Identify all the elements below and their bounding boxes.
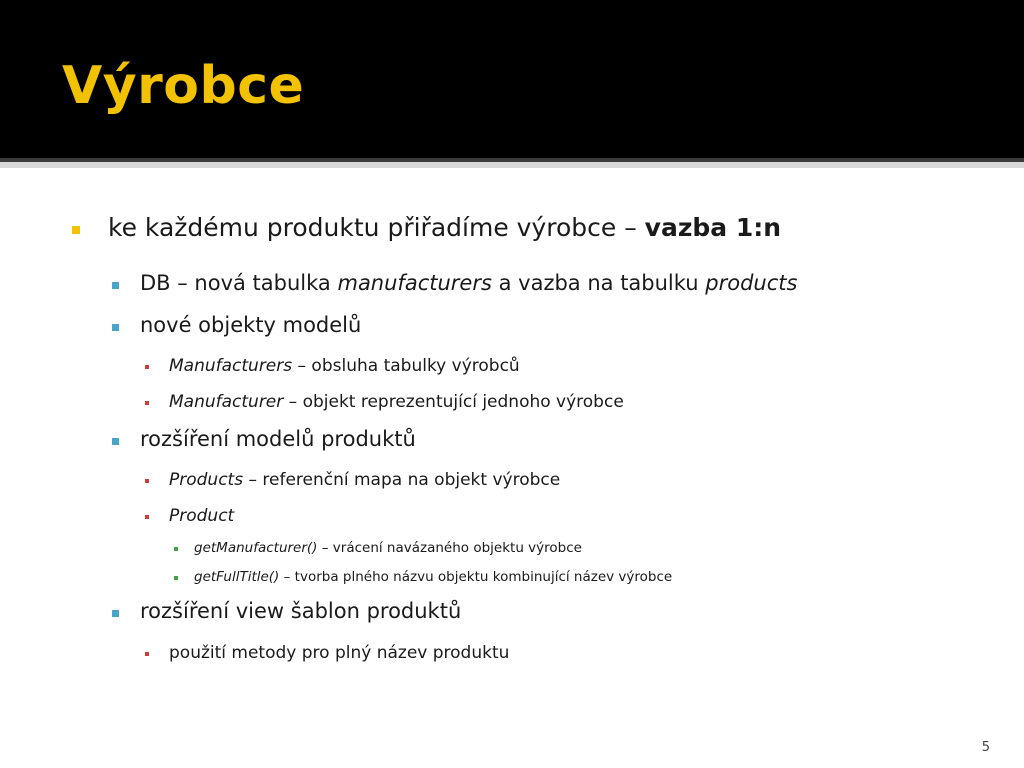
bullet-level3-manufacturer [169, 392, 624, 412]
bullet-level1-relation [108, 213, 781, 242]
bullet-marker-square-icon [112, 324, 119, 331]
bullet-text: nové objekty modelů [140, 313, 362, 337]
bullet-text: DB – nová tabulka [140, 271, 338, 295]
bullet-italic-text: Manufacturers [169, 356, 293, 376]
bullet-marker-square-icon [145, 401, 149, 405]
bullet-marker-square-icon [145, 479, 149, 483]
bullet-level2-extend-views [140, 599, 461, 623]
bullet-text: – obsluha tabulky výrobců [292, 356, 520, 376]
bullet-italic-text: products [705, 271, 798, 295]
bullet-marker-square-icon [145, 365, 149, 369]
bullet-marker-square-icon [112, 282, 119, 289]
bullet-marker-square-icon [145, 515, 149, 519]
bullet-level3-product [169, 506, 234, 526]
bullet-marker-square-icon [174, 547, 178, 551]
bullet-level3-products [169, 470, 560, 490]
bullet-level2-new-models [140, 313, 361, 337]
bullet-italic-text: getFullTitle() [194, 569, 280, 585]
title-bar [0, 0, 1024, 158]
bullet-level2-extend-models [140, 427, 416, 451]
bullet-marker-square-icon [112, 610, 119, 617]
bullet-level2-db [140, 271, 797, 295]
bullet-text: – objekt reprezentující jednoho výrobce [283, 392, 624, 412]
bullet-level3-manufacturers [169, 356, 520, 376]
bullet-italic-text: Manufacturer [169, 392, 284, 412]
bullet-italic-text: manufacturers [337, 271, 492, 295]
bullet-text: a vazba na tabulku [491, 271, 706, 295]
bullet-italic-text: Product [169, 506, 235, 526]
bullet-italic-text: Products [169, 470, 244, 490]
slide-title: Výrobce [62, 56, 305, 116]
bullet-text: rozšíření view šablon produktů [140, 599, 462, 623]
bullet-marker-square-icon [72, 226, 80, 234]
page-number: 5 [981, 740, 990, 755]
bullet-text: rozšíření modelů produktů [140, 427, 416, 451]
bullet-marker-square-icon [112, 438, 119, 445]
bullet-level3-use-method [169, 643, 509, 663]
bullet-marker-square-icon [174, 576, 178, 580]
bullet-level4-get-full-title [194, 569, 672, 585]
bullet-text: – vrácení navázaného objektu výrobce [317, 540, 582, 556]
bullet-text: – tvorba plného názvu objektu kombinující název výrobce [279, 569, 673, 585]
bullet-text: použití metody pro plný název produktu [169, 643, 510, 663]
bullet-text: ke každému produktu přiřadíme výrobce – [108, 213, 645, 242]
bullet-bold-text: vazba 1:n [644, 213, 782, 242]
bullet-text: – referenční mapa na objekt výrobce [243, 470, 561, 490]
bullet-italic-text: getManufacturer() [194, 540, 318, 556]
title-divider-light [0, 162, 1024, 168]
bullet-level4-get-manufacturer [194, 540, 582, 556]
bullet-marker-square-icon [145, 652, 149, 656]
